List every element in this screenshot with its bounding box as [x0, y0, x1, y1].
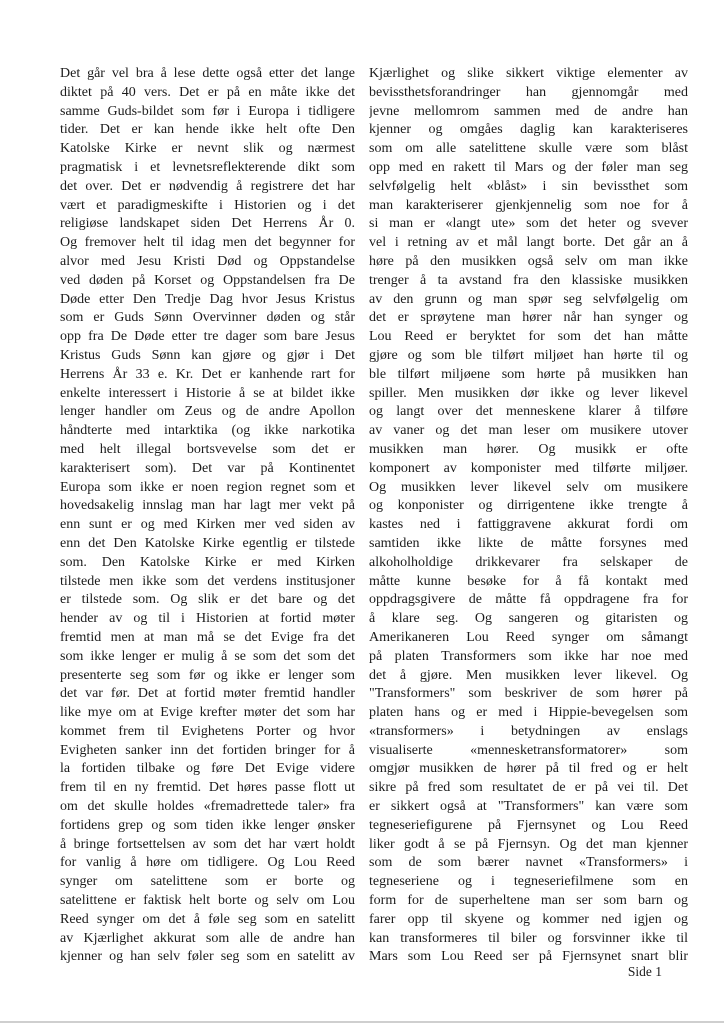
text-line: religiøse landskapet siden Det Herrens År 0.	[60, 216, 355, 232]
text-line: Kristus Guds Sønn kan gjøre og gjør i Det	[60, 347, 355, 363]
text-line: musikken man hører. Og musikk er ofte	[369, 441, 688, 457]
text-line: opp fra De Døde etter tre dager som bare Jesus	[60, 329, 355, 345]
text-column-left	[60, 65, 355, 967]
text-line: det over. Det er nødvendig å registrere det har	[60, 178, 355, 194]
text-line: sikre på fred som resultatet de er på vei til. Det	[369, 780, 688, 796]
text-line: ble tilført miljøene som hørte på musikken han	[369, 366, 688, 382]
text-line: frem til en ny fremtid. Det høres passe flott ut	[60, 780, 355, 796]
text-line: oppdragsgivere de måtte få oppdragene fra for	[369, 592, 688, 608]
text-line: håndterte med intarktika (og ikke narkotika	[60, 423, 355, 439]
text-line: spiller. Men musikken dør ikke og lever likevel	[369, 385, 688, 401]
text-line: jevne mellomrom sammen med de andre han	[369, 103, 688, 119]
text-line: diktet på 40 vers. Det er på en måte ikke det	[60, 84, 355, 100]
text-line: selvfølgelig helt «blåst» i sin bevissthet som	[369, 178, 688, 194]
text-line: Og fremover helt til idag men det begynner for	[60, 235, 355, 251]
text-line: form for de superheltene man ser som barn og	[369, 893, 688, 909]
text-line: Amerikaneren Lou Reed synger om såmangt	[369, 629, 688, 645]
text-line: vel i retning av et mål langt borte. Det går an å	[369, 235, 688, 251]
text-line: hovedsakelig innslag man har lagt mer vekt på	[60, 498, 355, 514]
text-line: Europa som ikke er noen region regnet som et	[60, 479, 355, 495]
text-line: samtiden ikke likte de måtte forsynes med	[369, 535, 688, 551]
text-line: det var før. Det at fortid møter fremtid handler	[60, 686, 355, 702]
text-line: pragmatisk i et levnetsreflekterende dikt som	[60, 159, 355, 175]
text-line: tegneseriefigurene på Fjernsynet og Lou Reed	[369, 817, 688, 833]
text-line: visualiserte «mennesketransformatorer» som	[369, 742, 688, 758]
text-line: Kjærlighet og slike sikkert viktige elementer av	[369, 66, 688, 81]
text-line: opp med en rakett til Mars og der føler man seg	[369, 159, 688, 175]
text-line: Mars som Lou Reed ser på Fjernsynet snart blir	[369, 949, 688, 965]
text-line: som ikke lenger er mulig å se som det som det	[60, 648, 355, 664]
text-line: kommet frem til Evighetens Porter og hvor	[60, 723, 355, 739]
text-line: av vaner og det man leser om musikere utover	[369, 423, 688, 439]
text-line: høre på den musikken også selv om man ikke	[369, 253, 688, 269]
text-line: Døde etter Den Tredje Dag hvor Jesus Kristus	[60, 291, 355, 307]
text-line: man karakteriserer gjenkjennelig som noe for å	[369, 197, 688, 213]
text-line: kjenner og omgåes daglig kan karakteriseres	[369, 122, 688, 138]
text-line: alkoholholdige drikkevarer fra selskaper de	[369, 554, 688, 570]
text-line: måtte kunne besøke for å få kontakt med	[369, 573, 688, 589]
text-line: komponert av komponister med tilførte miljøer.	[369, 460, 688, 476]
text-line: si man er «langt ute» som det heter og svever	[369, 216, 688, 232]
text-line: liker godt å se på Fjernsyn. Og det man kjenner	[369, 836, 688, 852]
text-line: tegneseriene og i tegneseriefilmene som en	[369, 874, 688, 890]
text-line: Lou Reed er beryktet for som det han måtte	[369, 329, 688, 345]
text-line: på platen Transformers som ikke har noe med	[369, 648, 688, 664]
text-line: om det skulle holdes «fremadrettede taler» fra	[60, 799, 355, 815]
text-line: er sikkert også at "Transformers" kan være som	[369, 799, 688, 815]
text-line: Evigheten sanker inn det fortiden bringer for å	[60, 742, 355, 758]
text-line: Og musikken lever likevel selv om musikere	[369, 479, 688, 495]
text-line: lenger handler om Zeus og de andre Apollon	[60, 404, 355, 420]
text-line: det er sprøytene man hører når han synger og	[369, 310, 688, 326]
text-line: enkelte interessert i Historie å se at bildet ikke	[60, 385, 355, 401]
text-line: Det går vel bra å lese dette også etter det lange	[60, 66, 355, 81]
text-line: tider. Det er kan hende ikke helt ofte Den	[60, 122, 355, 138]
text-line: platen hans og er med i Hippie-bevegelsen som	[369, 705, 688, 721]
text-line: farer opp til skyene og kommer ned igjen og	[369, 911, 688, 927]
text-line: å bringe fortsettelsen av som det har vært holdt	[60, 836, 355, 852]
text-line: og langt over det menneskene klarer å tilføre	[369, 404, 688, 420]
text-line: "Transformers" som beskriver de som hører på	[369, 686, 688, 702]
text-line: for vanlig å høre om tidligere. Og Lou Reed	[60, 855, 355, 871]
text-line: Katolske Kirke er nevnt slik og nærmest	[60, 141, 355, 157]
text-line: av Kjærlighet akkurat som alle de andre han	[60, 930, 355, 946]
text-line: å klare seg. Og sangeren og gitaristen og	[369, 611, 688, 627]
text-line: det å gjøre. Men musikken lever likevel. Og	[369, 667, 688, 683]
text-line: er tilstede som. Og slik er det bare og det	[60, 592, 355, 608]
text-line: trenger å ta avstand fra den klassiske musikken	[369, 272, 688, 288]
text-line: samme Guds-bildet som før i Europa i tidligere	[60, 103, 355, 119]
text-line: hender av og til i Historien at fortid møter	[60, 611, 355, 627]
text-line: med helt illegal bortsvevelse som det er	[60, 441, 355, 457]
text-line: omgjør musikken de hører på til fred og er helt	[369, 761, 688, 777]
text-body	[60, 65, 688, 967]
text-line: ved døden på Korset og Oppstandelsen fra De	[60, 272, 355, 288]
page-number: Side 1	[627, 964, 662, 979]
text-line: tilstede men ikke som det verdens institusjoner	[60, 573, 355, 589]
text-line: som de som bærer navnet «Transformers» i	[369, 855, 688, 871]
text-line: like mye om at Evige krefter møter det som har	[60, 705, 355, 721]
text-line: karakterisert som). Det var på Kontinentet	[60, 460, 355, 476]
text-line: fremtid men at man må se det Evige fra det	[60, 629, 355, 645]
text-line: enn det Den Katolske Kirke egentlig er tilstede	[60, 535, 355, 551]
text-line: vært et paradigmeskifte i Historien og i det	[60, 197, 355, 213]
text-column-right	[369, 65, 688, 967]
text-line: gjøre og som ble tilført miljøet han hørte til og	[369, 347, 688, 363]
text-line: presenterte seg som før og ikke er lenger som	[60, 667, 355, 683]
text-line: fortidens grep og som tiden ikke lenger ønsker	[60, 817, 355, 833]
text-line: kjenner og han selv føler seg som en satelitt av	[60, 949, 355, 965]
text-line: som. Den Katolske Kirke er med Kirken	[60, 554, 355, 570]
text-line: «transformers» i betydningen av enslags	[369, 723, 688, 739]
text-line: la fortiden tilbake og føre Det Evige videre	[60, 761, 355, 777]
text-line: kastes ned i fattiggravene akkurat fordi om	[369, 517, 688, 533]
text-line: bevissthetsforandringer han gjennomgår med	[369, 84, 688, 100]
text-line: satelittene er faktisk helt borte og selv om Lou	[60, 893, 355, 909]
text-line: av den grunn og man spør seg selvfølgelig om	[369, 291, 688, 307]
text-line: enn sunt er og med Kirken mer ved siden av	[60, 517, 355, 533]
text-line: kan transformeres til biler og forsvinner ikke til	[369, 930, 688, 946]
text-line: Reed synger om det å føle seg som en satelitt	[60, 911, 355, 927]
text-line: synger om satelittene som er borte og	[60, 874, 355, 890]
text-line: som er Guds Sønn Overvinner døden og står	[60, 310, 355, 326]
text-line: og konponister og dirrigentene ikke trengte å	[369, 498, 688, 514]
text-line: alvor med Jesu Kristi Død og Oppstandelse	[60, 253, 355, 269]
text-line: som om alle satelittene skulle være som blåst	[369, 141, 688, 157]
text-line: Herrens År 33 e. Kr. Det er kanhende rart for	[60, 366, 355, 382]
